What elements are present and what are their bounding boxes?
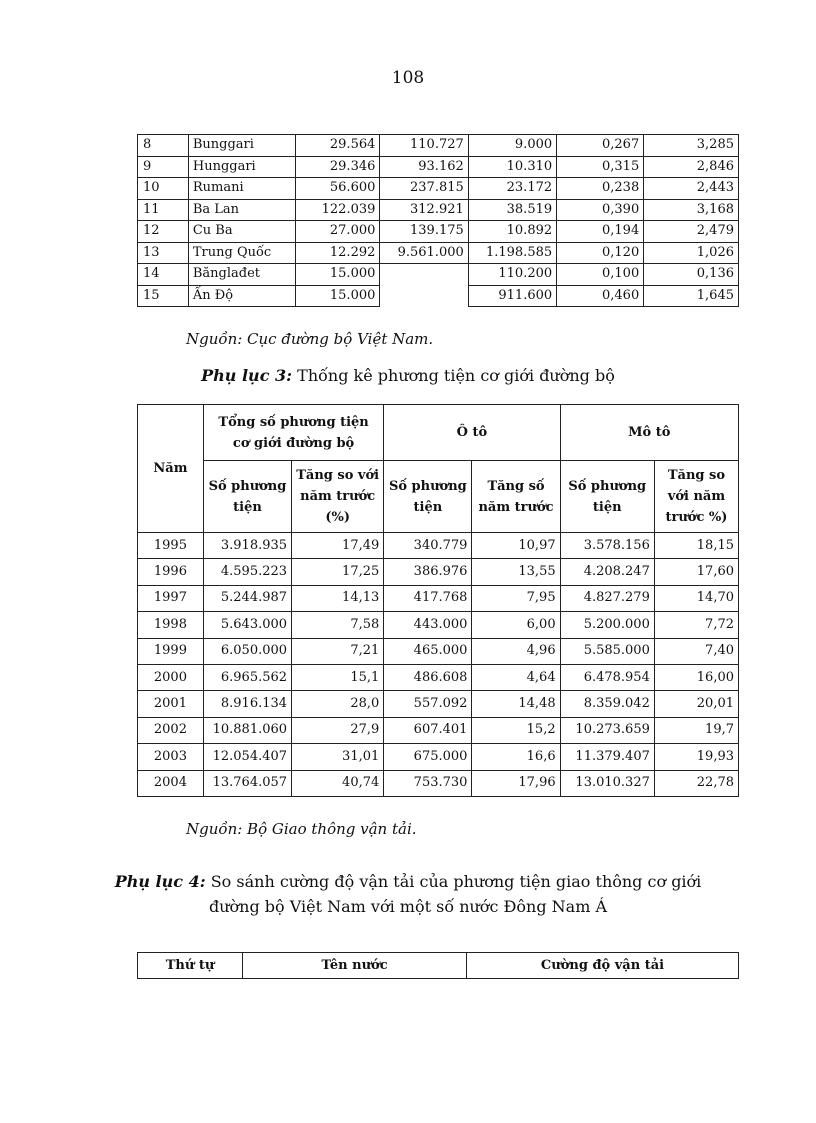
table-cell: 0,460 bbox=[557, 285, 644, 307]
table-cell: 0,390 bbox=[557, 199, 644, 221]
table-cell: 14,13 bbox=[292, 585, 384, 611]
year-cell: 1996 bbox=[138, 559, 204, 585]
header-growth-car: Tăng số năm trước bbox=[472, 461, 560, 533]
table-cell: 110.200 bbox=[468, 264, 556, 286]
table-cell: 15.000 bbox=[296, 264, 380, 286]
table-cell: 6.478.954 bbox=[560, 664, 654, 690]
table-cell: 23.172 bbox=[468, 178, 556, 200]
table-row bbox=[138, 221, 739, 243]
table-cell: 17,25 bbox=[292, 559, 384, 585]
table-cell: 5.585.000 bbox=[560, 638, 654, 664]
table-cell: 12 bbox=[138, 221, 189, 243]
table-cell: 340.779 bbox=[384, 533, 472, 559]
year-cell: 1999 bbox=[138, 638, 204, 664]
table-row bbox=[138, 638, 739, 664]
header-growth-total: Tăng so với năm trước (%) bbox=[292, 461, 384, 533]
table-row bbox=[138, 135, 739, 157]
table-cell: 486.608 bbox=[384, 664, 472, 690]
table-cell: 7,58 bbox=[292, 612, 384, 638]
table-cell: 6.965.562 bbox=[203, 664, 291, 690]
header-group-moto: Mô tô bbox=[560, 405, 738, 461]
table-cell: 4,96 bbox=[472, 638, 560, 664]
appendix-4-title bbox=[0, 869, 816, 919]
table-cell: 19,7 bbox=[654, 717, 738, 743]
table-row bbox=[138, 717, 739, 743]
table-row bbox=[138, 559, 739, 585]
header-count-total: Số phương tiện bbox=[203, 461, 291, 533]
table-cell: 3.918.935 bbox=[203, 533, 291, 559]
year-cell: 2000 bbox=[138, 664, 204, 690]
table-cell: 14,48 bbox=[472, 691, 560, 717]
appendix-3-label: Phụ lục 3: bbox=[201, 366, 293, 385]
table-cell: 312.921 bbox=[380, 199, 468, 221]
year-cell: 2004 bbox=[138, 770, 204, 796]
table-cell: 386.976 bbox=[384, 559, 472, 585]
year-cell: 2001 bbox=[138, 691, 204, 717]
table-cell: 7,72 bbox=[654, 612, 738, 638]
table-cell: 13,55 bbox=[472, 559, 560, 585]
appendix-4-label: Phụ lục 4: bbox=[114, 872, 206, 891]
table-cell: 27.000 bbox=[296, 221, 380, 243]
table-cell: 8.916.134 bbox=[203, 691, 291, 717]
table-cell: 56.600 bbox=[296, 178, 380, 200]
table-cell: 27,9 bbox=[292, 717, 384, 743]
table-cell: 14,70 bbox=[654, 585, 738, 611]
table-row bbox=[138, 264, 739, 286]
table-cell: 93.162 bbox=[380, 156, 468, 178]
appendix-3-text: Thống kê phương tiện cơ giới đường bộ bbox=[297, 366, 615, 385]
table-cell: 0,100 bbox=[557, 264, 644, 286]
table-cell: 40,74 bbox=[292, 770, 384, 796]
table-row bbox=[138, 178, 739, 200]
table-cell: 15 bbox=[138, 285, 189, 307]
table-cell: 11 bbox=[138, 199, 189, 221]
table-cell: 2,846 bbox=[644, 156, 739, 178]
appendix-4-text-line1: So sánh cường độ vận tải của phương tiện giao thông cơ giới bbox=[210, 872, 702, 891]
table-cell: 8 bbox=[138, 135, 189, 157]
vehicle-statistics-table bbox=[137, 404, 739, 797]
table-cell: 607.401 bbox=[384, 717, 472, 743]
appendix-3-title bbox=[0, 366, 816, 385]
table-cell: 15.000 bbox=[296, 285, 380, 307]
table-cell: 2,443 bbox=[644, 178, 739, 200]
table-cell: 5.643.000 bbox=[203, 612, 291, 638]
table-cell: 19,93 bbox=[654, 744, 738, 770]
table-cell: 2,479 bbox=[644, 221, 739, 243]
table-cell: 5.244.987 bbox=[203, 585, 291, 611]
table-cell: 6.050.000 bbox=[203, 638, 291, 664]
year-cell: 2002 bbox=[138, 717, 204, 743]
table-row bbox=[138, 744, 739, 770]
header-intensity: Cường độ vận tải bbox=[467, 953, 739, 979]
table-cell: 0,238 bbox=[557, 178, 644, 200]
table-cell: 417.768 bbox=[384, 585, 472, 611]
table-cell: 13.010.327 bbox=[560, 770, 654, 796]
year-cell: 1995 bbox=[138, 533, 204, 559]
table-cell: 3.578.156 bbox=[560, 533, 654, 559]
table-cell: 0,267 bbox=[557, 135, 644, 157]
table-cell: 18,15 bbox=[654, 533, 738, 559]
source-note-2: Nguồn: Bộ Giao thông vận tải. bbox=[186, 820, 417, 838]
table-cell: 1,026 bbox=[644, 242, 739, 264]
table-cell: 7,40 bbox=[654, 638, 738, 664]
table-row bbox=[138, 585, 739, 611]
header-country: Tên nước bbox=[243, 953, 467, 979]
header-group-total: Tổng số phương tiện cơ giới đường bộ bbox=[203, 405, 383, 461]
table-cell: 7,21 bbox=[292, 638, 384, 664]
table-row bbox=[138, 242, 739, 264]
table-cell: 110.727 bbox=[380, 135, 468, 157]
table-cell: 8.359.042 bbox=[560, 691, 654, 717]
table-cell: 3,285 bbox=[644, 135, 739, 157]
header-growth-moto: Tăng so với năm trước %) bbox=[654, 461, 738, 533]
page-number: 108 bbox=[391, 68, 425, 88]
table-cell: 22,78 bbox=[654, 770, 738, 796]
table-cell: 13.764.057 bbox=[203, 770, 291, 796]
table-cell: 0,136 bbox=[644, 264, 739, 286]
source-note-1: Nguồn: Cục đường bộ Việt Nam. bbox=[186, 330, 434, 348]
table-cell: 0,120 bbox=[557, 242, 644, 264]
table-cell: 16,6 bbox=[472, 744, 560, 770]
table-cell: 29.346 bbox=[296, 156, 380, 178]
table-cell: 16,00 bbox=[654, 664, 738, 690]
table-cell: 17,96 bbox=[472, 770, 560, 796]
table-cell: 15,2 bbox=[472, 717, 560, 743]
table-cell: 557.092 bbox=[384, 691, 472, 717]
table-cell: Hunggari bbox=[188, 156, 296, 178]
table-cell: 9.561.000 bbox=[380, 242, 468, 264]
header-year: Năm bbox=[138, 405, 204, 533]
table-cell: 122.039 bbox=[296, 199, 380, 221]
table-cell: 38.519 bbox=[468, 199, 556, 221]
header-count-moto: Số phương tiện bbox=[560, 461, 654, 533]
table-cell: 12.054.407 bbox=[203, 744, 291, 770]
table-cell: 14 bbox=[138, 264, 189, 286]
year-cell: 1997 bbox=[138, 585, 204, 611]
table-cell: Rumani bbox=[188, 178, 296, 200]
table-cell: Ấn Độ bbox=[188, 285, 296, 307]
table-cell: 10,97 bbox=[472, 533, 560, 559]
table-cell: 5.200.000 bbox=[560, 612, 654, 638]
table-cell: 3,168 bbox=[644, 199, 739, 221]
year-cell: 1998 bbox=[138, 612, 204, 638]
table-row bbox=[138, 533, 739, 559]
table-cell: 753.730 bbox=[384, 770, 472, 796]
table-cell: 10.273.659 bbox=[560, 717, 654, 743]
table-cell: 465.000 bbox=[384, 638, 472, 664]
appendix-4-text-line2: đường bộ Việt Nam với một số nước Đông Nam Á bbox=[208, 897, 608, 916]
table-cell: 7,95 bbox=[472, 585, 560, 611]
table-cell: 17,49 bbox=[292, 533, 384, 559]
table-cell: 6,00 bbox=[472, 612, 560, 638]
table-cell: 10 bbox=[138, 178, 189, 200]
table-cell: 0,194 bbox=[557, 221, 644, 243]
table-cell: 911.600 bbox=[468, 285, 556, 307]
table-cell: 17,60 bbox=[654, 559, 738, 585]
table-cell: Bănglađet bbox=[188, 264, 296, 286]
table-cell: Bunggari bbox=[188, 135, 296, 157]
table-cell: Cu Ba bbox=[188, 221, 296, 243]
table-cell: 29.564 bbox=[296, 135, 380, 157]
table-cell: 4.827.279 bbox=[560, 585, 654, 611]
year-cell: 2003 bbox=[138, 744, 204, 770]
table-cell: 20,01 bbox=[654, 691, 738, 717]
vehicle-density-table-continued bbox=[137, 134, 739, 307]
table-cell: 11.379.407 bbox=[560, 744, 654, 770]
table-cell: 443.000 bbox=[384, 612, 472, 638]
table-cell: 675.000 bbox=[384, 744, 472, 770]
table-cell: 9.000 bbox=[468, 135, 556, 157]
table-cell: 10.310 bbox=[468, 156, 556, 178]
table-cell: 1.198.585 bbox=[468, 242, 556, 264]
table-cell: Ba Lan bbox=[188, 199, 296, 221]
header-order: Thứ tự bbox=[138, 953, 243, 979]
table-row bbox=[138, 691, 739, 717]
table-cell: 0,315 bbox=[557, 156, 644, 178]
table-cell bbox=[380, 264, 468, 286]
table-cell: 15,1 bbox=[292, 664, 384, 690]
table-cell: 28,0 bbox=[292, 691, 384, 717]
table-row bbox=[138, 664, 739, 690]
table-row bbox=[138, 612, 739, 638]
table-cell: 139.175 bbox=[380, 221, 468, 243]
table-cell bbox=[380, 285, 468, 307]
table-cell: 237.815 bbox=[380, 178, 468, 200]
table-cell: 4.208.247 bbox=[560, 559, 654, 585]
table-cell: 31,01 bbox=[292, 744, 384, 770]
table-cell: 10.892 bbox=[468, 221, 556, 243]
table-cell: 1,645 bbox=[644, 285, 739, 307]
table-cell: Trung Quốc bbox=[188, 242, 296, 264]
table-row bbox=[138, 285, 739, 307]
table-row bbox=[138, 156, 739, 178]
table-cell: 12.292 bbox=[296, 242, 380, 264]
transport-intensity-table bbox=[137, 952, 739, 979]
table-row bbox=[138, 770, 739, 796]
table-cell: 9 bbox=[138, 156, 189, 178]
header-group-car: Ô tô bbox=[384, 405, 560, 461]
table-cell: 4.595.223 bbox=[203, 559, 291, 585]
table-cell: 13 bbox=[138, 242, 189, 264]
header-count-car: Số phương tiện bbox=[384, 461, 472, 533]
table-cell: 10.881.060 bbox=[203, 717, 291, 743]
table-row bbox=[138, 199, 739, 221]
table-cell: 4,64 bbox=[472, 664, 560, 690]
